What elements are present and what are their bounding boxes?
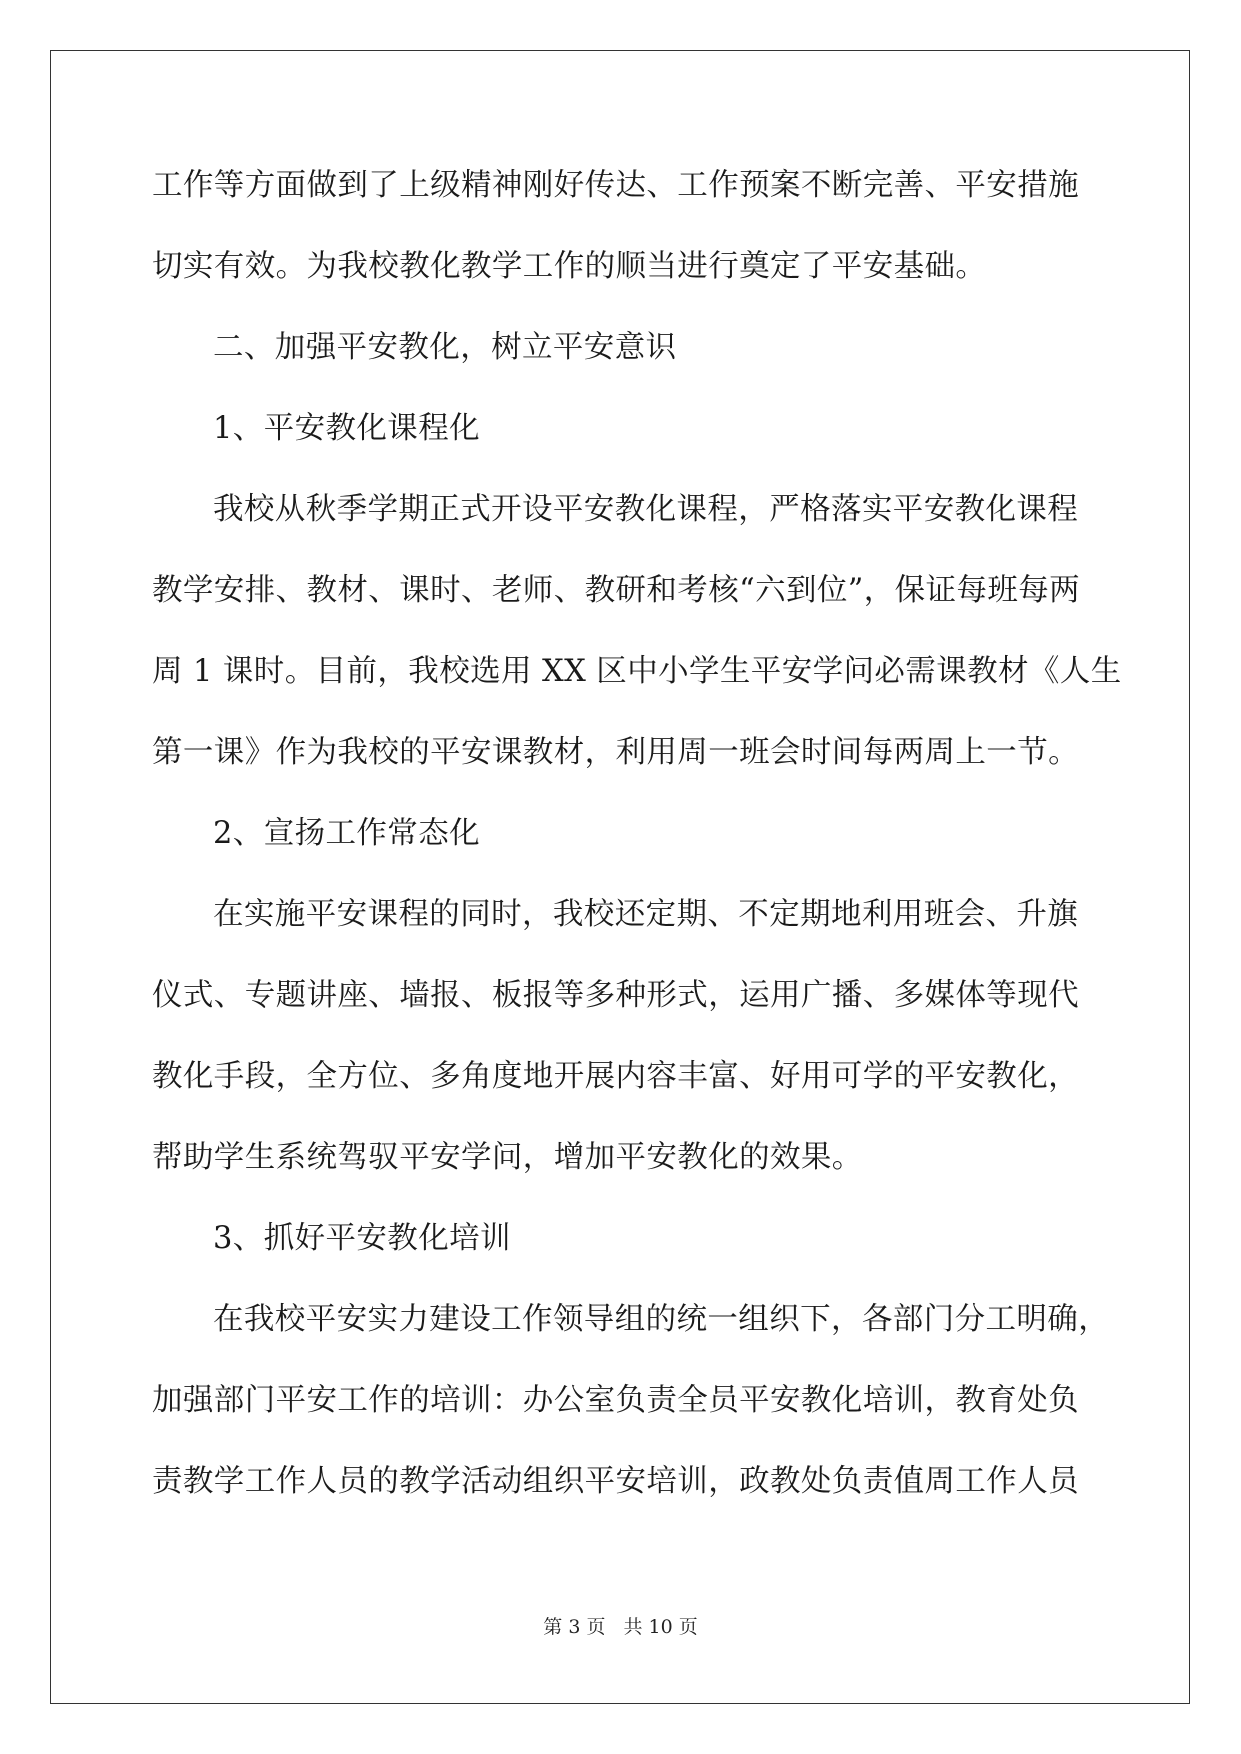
paragraph-line: 周 1 课时。目前，我校选用 XX 区中小学生平安学问必需课教材《人生 <box>152 654 1122 689</box>
subsection-heading: 2、宣扬工作常态化 <box>213 816 481 851</box>
subsection-heading: 1、平安教化课程化 <box>213 411 481 446</box>
paragraph-line: 工作等方面做到了上级精神刚好传达、工作预案不断完善、平安措施 <box>152 168 1079 203</box>
paragraph-line: 教化手段，全方位、多角度地开展内容丰富、好用可学的平安教化， <box>152 1059 1079 1094</box>
paragraph-line: 帮助学生系统驾驭平安学问，增加平安教化的效果。 <box>152 1140 863 1175</box>
paragraph-line: 我校从秋季学期正式开设平安教化课程，严格落实平安教化课程 <box>213 492 1079 527</box>
paragraph-line: 责教学工作人员的教学活动组织平安培训，政教处负责值周工作人员 <box>152 1464 1079 1499</box>
paragraph-line: 切实有效。为我校教化教学工作的顺当进行奠定了平安基础。 <box>152 249 987 284</box>
paragraph-line: 第一课》作为我校的平安课教材，利用周一班会时间每两周上一节。 <box>152 735 1079 770</box>
document-body <box>152 160 1122 1537</box>
paragraph-line: 在我校平安实力建设工作领导组的统一组织下，各部门分工明确， <box>213 1302 1110 1337</box>
subsection-heading: 3、抓好平安教化培训 <box>213 1221 511 1256</box>
page-total: 共 10 页 <box>623 1616 698 1638</box>
paragraph-line: 仪式、专题讲座、墙报、板报等多种形式，运用广播、多媒体等现代 <box>152 978 1079 1013</box>
page-footer <box>0 1612 1241 1639</box>
paragraph-line: 加强部门平安工作的培训：办公室负责全员平安教化培训，教育处负 <box>152 1383 1079 1418</box>
section-heading: 二、加强平安教化，树立平安意识 <box>213 330 677 365</box>
paragraph-line: 在实施平安课程的同时，我校还定期、不定期地利用班会、升旗 <box>213 897 1079 932</box>
page-number: 第 3 页 <box>543 1616 606 1638</box>
paragraph-line: 教学安排、教材、课时、老师、教研和考核“六到位”，保证每班每两 <box>152 573 1081 608</box>
